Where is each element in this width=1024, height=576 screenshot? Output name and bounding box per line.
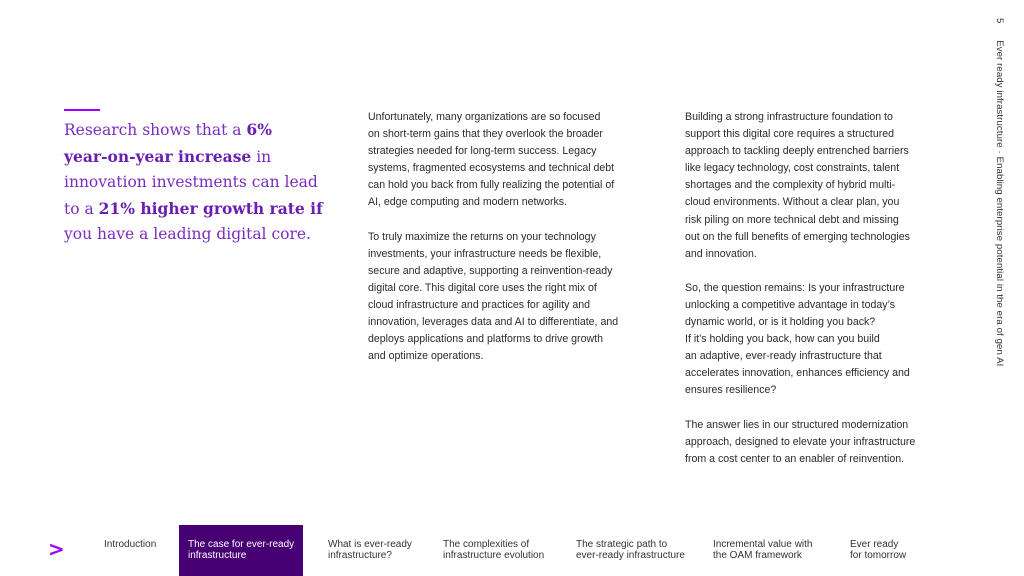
body-column-2 (685, 109, 957, 485)
paragraph: The answer lies in our structured modernization approach, designed to elevate your infrastructure from a cost center to an enabler of reinvention. (685, 418, 916, 465)
pull-quote-line: you have a leading digital core. (64, 225, 311, 243)
pull-quote-line: year-on-year increase in (64, 146, 272, 166)
pull-quote-line: Research shows that a 6% (64, 120, 272, 139)
nav-item-introduction[interactable]: Introduction (104, 539, 157, 550)
nav-item-complexities[interactable]: The complexities of infrastructure evolution (443, 539, 545, 561)
accent-rule (64, 109, 100, 111)
paragraph: Unfortunately, many organizations are so focused on short-term gains that they overlook the broader strategies needed for long-term success. Legacy systems, fragmented ecosystems and technical debt can hold you back from fully realizing the potential of AI, edge computing and modern networks. (368, 111, 615, 209)
pull-quote (64, 117, 326, 248)
nav-item-strategic-path[interactable]: The strategic path to ever-ready infrastructure (576, 539, 685, 561)
document-title: Ever ready infrastructure · Enabling enterprise potential in the era of gen AI (994, 40, 1005, 367)
nav-item-ever-ready-tomorrow[interactable]: Ever ready for tomorrow (850, 539, 907, 561)
body-column-1 (368, 109, 658, 382)
pull-quote-line: to a 21% higher growth rate if (64, 198, 323, 218)
paragraph: So, the question remains: Is your infrastructure unlocking a competitive advantage in today’s dynamic world, or is it holding you back? If it’s holding you back, how can you build an adaptive, ever-ready infrastructure that accelerates innovation, enhances efficiency and ensures resilience? (685, 281, 910, 397)
nav-item-oam-framework[interactable]: Incremental value with the OAM framework (713, 539, 813, 561)
pull-quote-line: innovation investments can lead (64, 173, 318, 191)
accenture-logo-icon[interactable]: > (48, 537, 65, 561)
running-header (994, 18, 1005, 366)
nav-item-what-is-ever-ready[interactable]: What is ever-ready infrastructure? (328, 539, 412, 561)
bottom-navigation (0, 525, 1024, 576)
nav-item-case-for-ever-ready[interactable]: The case for ever-ready infrastructure (179, 525, 303, 576)
paragraph: Building a strong infrastructure foundation to support this digital core requires a structured approach to tackling deeply entrenched barriers like legacy technology, cost constraints, talent shortages and the complexity of hybrid multi- cloud environments. Without a clear plan, you risk piling on more technical debt and missing out on the full benefits of emerging technologies and innovation. (685, 111, 910, 260)
paragraph: To truly maximize the returns on your technology investments, your infrastructure needs be flexible, secure and adaptive, supporting a reinvention-ready digital core. This digital core uses the right mix of cloud infrastructure and practices for agility and innovation, leverages data and AI to differentiate, and deploys applications and platforms to drive growth and optimize operations. (368, 230, 619, 363)
page-number: 5 (994, 18, 1005, 24)
